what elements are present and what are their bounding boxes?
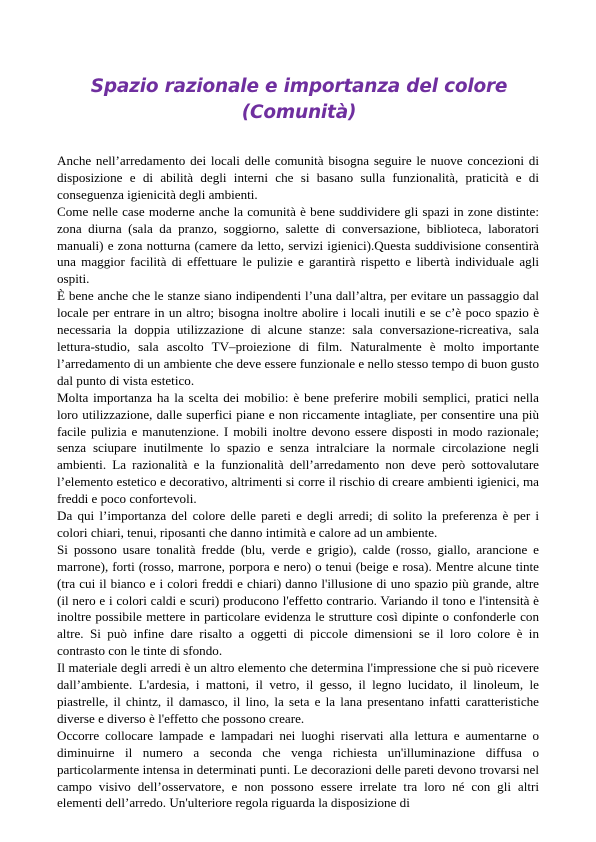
document-title (60, 74, 538, 126)
paragraph-6: Si possono usare tonalità fredde (blu, verde e grigio), calde (rosso, giallo, arancione e marrone), forti (rosso, marrone, porpora e nero) o tenui (beige e rosa). Mentre alcune tinte (tra cui il bianco e i colori freddi e chiari) danno l'illusione di uno spazio più grande, altre (il nero e i colori caldi e scuri) producono l'effetto contrario. Variando il tono e l'intensità è inoltre possibile mettere in particolare evidenza le strutture così dipinte o confonderle con altre. Si può infine dare risalto a oggetti di piccole dimensioni se il loro colore è in contrasto con le tinte di sfondo. (57, 541, 539, 659)
title-line-1: Spazio razionale e importanza del colore (90, 76, 508, 97)
paragraph-4: Molta importanza ha la scelta dei mobilio: è bene preferire mobili semplici, pratici nella loro utilizzazione, dalle superfici piane e non riccamente intagliate, per consentire una più facile pulizia e manutenzione. I mobili inoltre devono essere disposti in modo razionale; senza sciupare inutilmente lo spazio e senza intralciare la normale circolazione negli ambienti. La razionalità e la funzionalità dell’arredamento non deve però sottovalutare l’elemento estetico e decorativo, altrimenti si corre il rischio di creare ambienti igienici, ma freddi e poco confortevoli. (57, 389, 539, 507)
paragraph-1: Anche nell’arredamento dei locali delle comunità bisogna seguire le nuove concezioni di disposizione e di abilità degli interni che si basano sulla funzionalità, praticità e di conseguenza igienicità degli ambienti. (57, 153, 539, 202)
title-line-2: (Comunità) (241, 102, 357, 123)
paragraph-7: Il materiale degli arredi è un altro elemento che determina l'impressione che si può ricevere dall’ambiente. L'ardesia, i mattoni, il vetro, il gesso, il legno lucidato, il linoleum, le piastrelle, il chintz, il damasco, il lino, la seta e la lana presentano infatti caratteristiche diverse e diverso è l'effetto che possono creare. (57, 660, 539, 726)
paragraph-5: Da qui l’importanza del colore delle pareti e degli arredi; di solito la preferenza è per i colori chiari, tenui, riposanti che danno intimità e calore ad un ambiente. (57, 508, 539, 540)
document-body (57, 153, 539, 812)
paragraph-3: È bene anche che le stanze siano indipendenti l’una dall’altra, per evitare un passaggio dal locale per entrare in un altro; bisogna inoltre abolire i locali inutili e se c’è poco spazio è necessaria la doppia utilizzazione di alcune stanze: sala conversazione-ricreativa, sala lettura-studio, sala ascolto TV–proiezione di film. Naturalmente è molto importante l’arredamento di un ambiente che deve essere funzionale e nello stesso tempo di buon gusto dal punto di vista estetico. (57, 288, 539, 388)
paragraph-8: Occorre collocare lampade e lampadari nei luoghi riservati alla lettura e aumentarne o diminuirne il numero a seconda che venga richiesta un'illuminazione diffusa o particolarmente intensa in determinati punti. Le decorazioni delle pareti devono trovarsi nel campo visivo dell’osservatore, e non possono essere irrelate tra loro né con gli altri elementi dell’arredo. Un'ulteriore regola riguarda la disposizione di (57, 727, 539, 811)
paragraph-2: Come nelle case moderne anche la comunità è bene suddividere gli spazi in zone distinte: zona diurna (sala da pranzo, soggiorno, salette di conversazione, biblioteca, laboratori manuali) e zona notturna (camere da letto, servizi igienici).Questa suddivisione consentirà una maggior facilità di effettuare le pulizie e garantirà rispetto e libertà individuale agli ospiti. (57, 203, 539, 287)
